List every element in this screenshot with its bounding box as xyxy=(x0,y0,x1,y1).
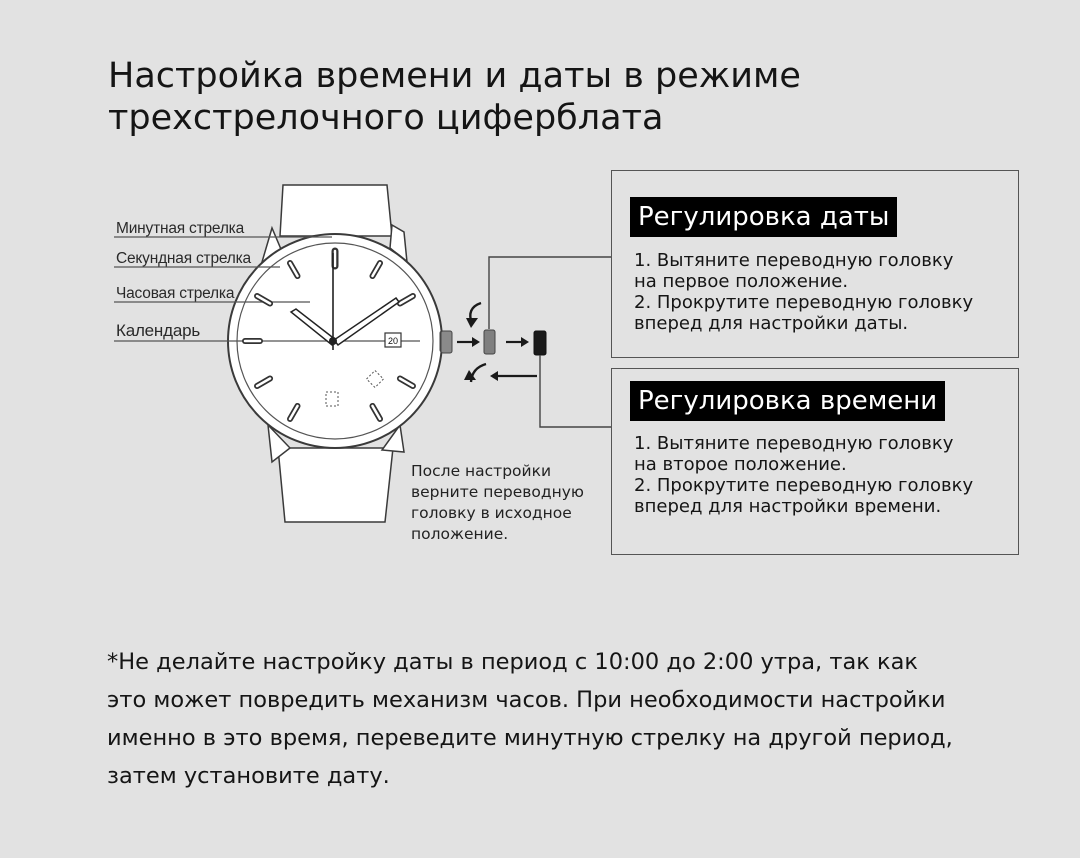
crown-position-2 xyxy=(534,331,546,355)
after-setting-note-line-1: После настройки xyxy=(411,462,552,480)
warning-line-2: это может повредить механизм часов. При необходимости настройки xyxy=(107,687,946,713)
date-adjustment-line-2: на первое положение. xyxy=(634,271,849,292)
time-adjustment-box xyxy=(611,368,1019,555)
after-setting-note xyxy=(411,461,584,545)
date-adjustment-line-4: вперед для настройки даты. xyxy=(634,313,909,334)
crown-position-0 xyxy=(441,331,452,353)
page-title-line-1: Настройка времени и даты в режиме xyxy=(108,56,801,96)
date-adjustment-line-3: 2. Прокрутите переводную головку xyxy=(634,292,974,313)
after-setting-note-line-4: положение. xyxy=(411,525,509,543)
date-window xyxy=(385,333,401,347)
date-adjustment-instructions xyxy=(634,250,973,334)
hands-center xyxy=(329,337,337,345)
time-adjustment-line-2: на второе положение. xyxy=(634,454,847,475)
warning-line-1: *Не делайте настройку даты в период с 10:00 до 2:00 утра, так как xyxy=(107,649,918,675)
time-adjustment-line-1: 1. Вытяните переводную головку xyxy=(634,433,954,454)
warning-line-3: именно в это время, переведите минутную стрелку на другой период, xyxy=(107,725,953,751)
label-second-hand: Секундная стрелка xyxy=(116,250,251,267)
date-adjustment-line-1: 1. Вытяните переводную головку xyxy=(634,250,954,271)
watch-strap-top xyxy=(280,185,392,236)
crown-position-1 xyxy=(484,330,495,354)
crown-positions xyxy=(441,330,546,355)
after-setting-note-line-3: головку в исходное xyxy=(411,504,572,522)
watch-strap-bottom xyxy=(278,448,393,522)
label-calendar: Календарь xyxy=(116,321,201,340)
date-window-value: 20 xyxy=(387,336,399,346)
after-setting-note-line-2: верните переводную xyxy=(411,483,584,501)
time-adjustment-line-3: 2. Прокрутите переводную головку xyxy=(634,475,974,496)
warning-line-4: затем установите дату. xyxy=(107,763,390,789)
page-title-line-2: трехстрелочного циферблата xyxy=(108,98,664,138)
label-minute-hand: Минутная стрелка xyxy=(116,220,245,237)
date-adjustment-heading: Регулировка даты xyxy=(630,197,897,237)
time-adjustment-instructions xyxy=(634,433,973,517)
label-hour-hand: Часовая стрелка xyxy=(116,285,235,302)
time-adjustment-line-4: вперед для настройки времени. xyxy=(634,496,942,517)
date-adjustment-box xyxy=(611,170,1019,358)
warning-note xyxy=(107,643,953,795)
time-adjustment-heading: Регулировка времени xyxy=(630,381,945,421)
